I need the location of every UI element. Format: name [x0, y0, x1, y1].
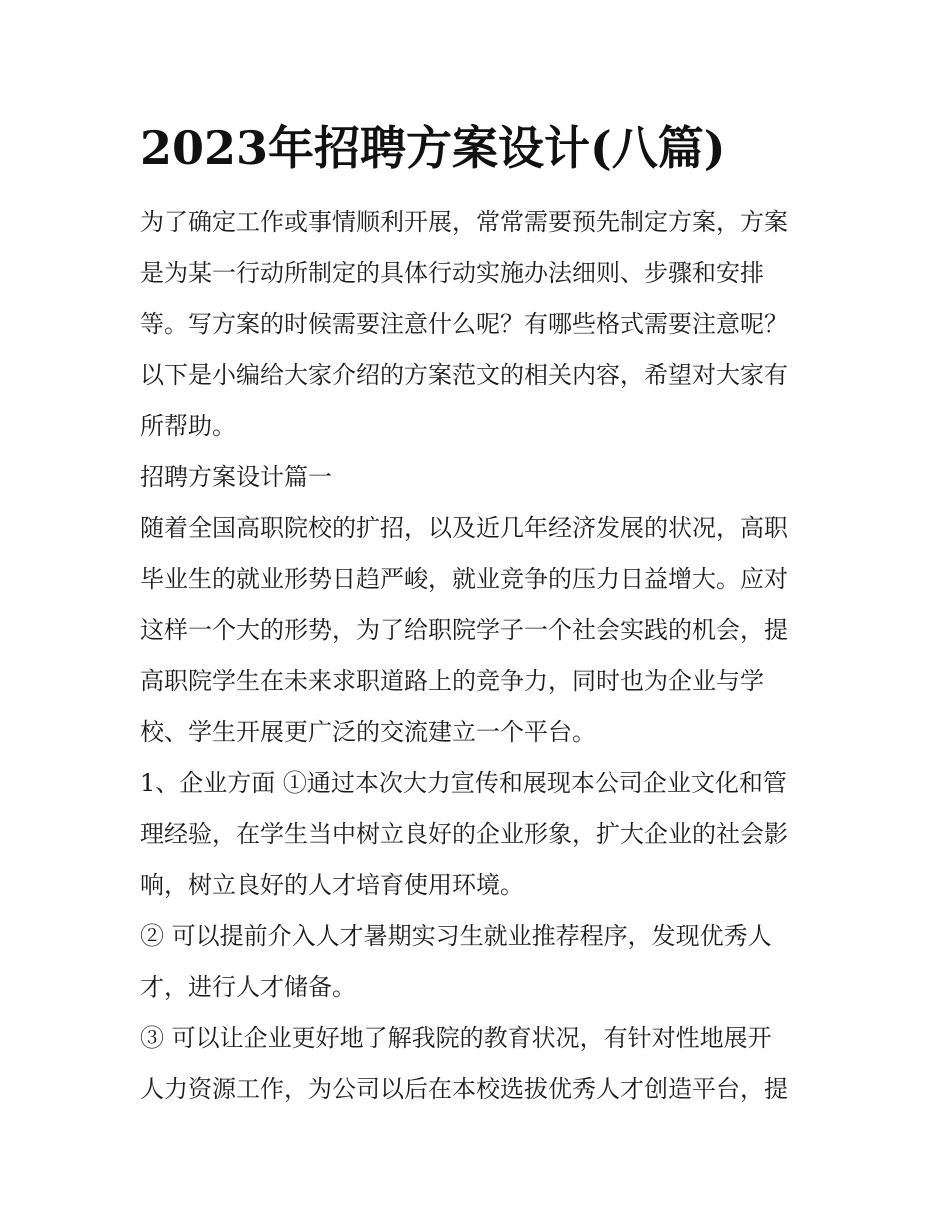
document-body [140, 197, 812, 1115]
paragraph-line: 理经验，在学生当中树立良好的企业形象，扩大企业的社会影 [140, 820, 788, 848]
paragraph-line: 是为某一行动所制定的具体行动实施办法细则、步骤和安排 [140, 259, 764, 287]
paragraph-line: 1、企业方面 ①通过本次大力宣传和展现本公司企业文化和管 [140, 769, 787, 797]
paragraph-line: ② 可以提前介入人才暑期实习生就业推荐程序，发现优秀人 [140, 922, 772, 950]
paragraph-line: 所帮助。 [140, 412, 236, 440]
paragraph-line: 才，进行人才储备。 [140, 973, 356, 1001]
paragraph-line: ③ 可以让企业更好地了解我院的教育状况，有针对性地展开 [140, 1024, 772, 1052]
paragraph-line: 校、学生开展更广泛的交流建立一个平台。 [140, 718, 596, 746]
paragraph-line: 人力资源工作，为公司以后在本校选拔优秀人才创造平台，提 [140, 1075, 788, 1103]
paragraph-line: 毕业生的就业形势日趋严峻，就业竞争的压力日益增大。应对 [140, 565, 788, 593]
paragraph-line: 为了确定工作或事情顺利开展，常常需要预先制定方案，方案 [140, 208, 788, 236]
document-title: 2023年招聘方案设计(八篇) [140, 121, 726, 175]
paragraph-line: 这样一个大的形势，为了给职院学子一个社会实践的机会，提 [140, 616, 788, 644]
paragraph-line: 随着全国高职院校的扩招，以及近几年经济发展的状况，高职 [140, 514, 788, 542]
paragraph-line: 以下是小编给大家介绍的方案范文的相关内容，希望对大家有 [140, 361, 788, 389]
section-heading: 招聘方案设计篇一 [140, 463, 332, 491]
paragraph-line: 等。写方案的时候需要注意什么呢？有哪些格式需要注意呢？ [140, 310, 788, 338]
paragraph-line: 高职院学生在未来求职道路上的竞争力，同时也为企业与学 [140, 667, 764, 695]
paragraph-line: 响，树立良好的人才培育使用环境。 [140, 871, 524, 899]
